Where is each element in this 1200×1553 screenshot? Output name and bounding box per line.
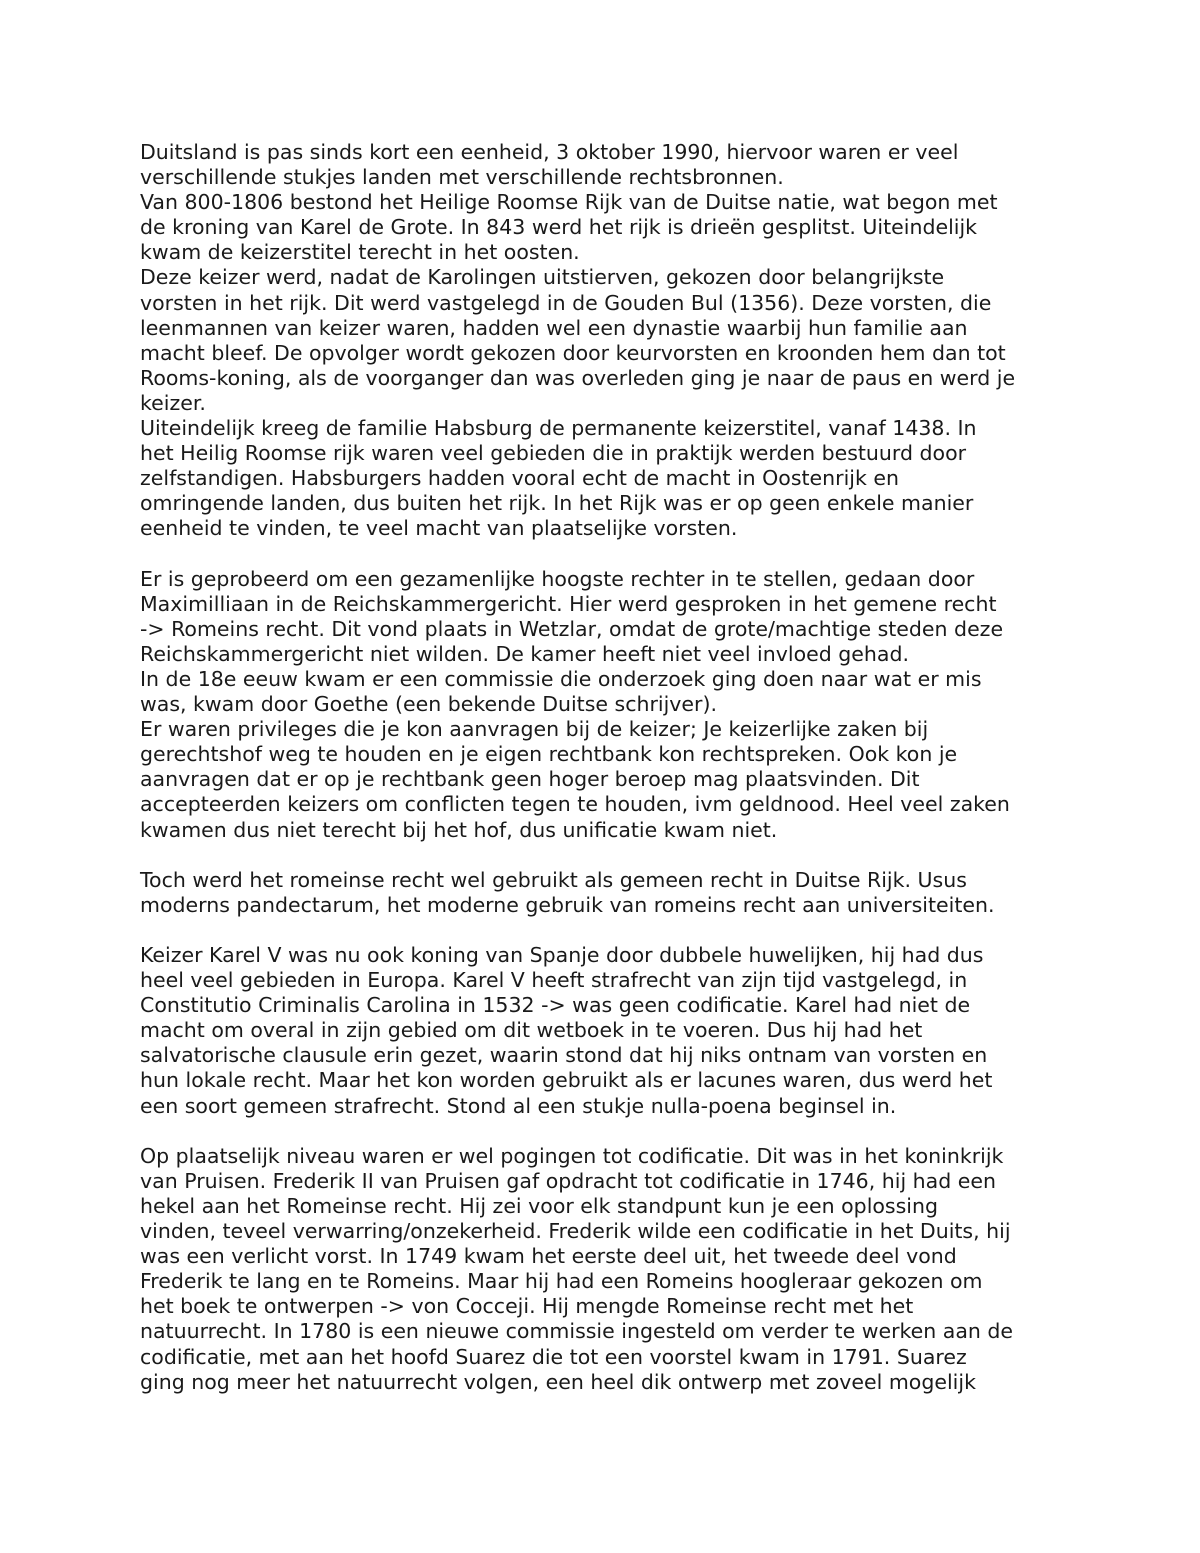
text-line: van Pruisen. Frederik II van Pruisen gaf opdracht tot codificatie in 1746, hij had een [140,1168,996,1193]
text-line: kwamen dus niet terecht bij het hof, dus unificatie kwam niet. [140,817,778,842]
text-line: Deze keizer werd, nadat de Karolingen uitstierven, gekozen door belangrijkste [140,265,945,290]
text-line: vorsten in het rijk. Dit werd vastgelegd in de Gouden Bul (1356). Deze vorsten, die [140,290,992,315]
text-line: In de 18e eeuw kwam er een commissie die onderzoek ging doen naar wat er mis [140,666,982,691]
blank-line [140,542,1070,567]
text-line: was een verlicht vorst. In 1749 kwam het eerste deel uit, het tweede deel vond [140,1244,957,1269]
text-line: Er is geprobeerd om een gezamenlijke hoogste rechter in te stellen, gedaan door [140,566,975,591]
text-line: het Heilig Roomse rijk waren veel gebieden die in praktijk werden bestuurd door [140,441,967,466]
text-line: salvatorische clausule erin gezet, waarin stond dat hij niks ontnam van vorsten en [140,1043,988,1068]
text-line: de kroning van Karel de Grote. In 843 werd het rijk is drieën gesplitst. Uiteindelijk [140,215,978,240]
text-line: Frederik te lang en te Romeins. Maar hij had een Romeins hoogleraar gekozen om [140,1269,983,1294]
text-line: keizer. [140,390,206,415]
blank-line [140,843,1070,868]
text-line: eenheid te vinden, te veel macht van plaatselijke vorsten. [140,516,738,541]
text-line: het boek te ontwerpen -> von Cocceji. Hij mengde Romeinse recht met het [140,1294,914,1319]
text-line: macht bleef. De opvolger wordt gekozen door keurvorsten en kroonden hem dan tot [140,340,1006,365]
text-line: Reichskammergericht niet wilden. De kamer heeft niet veel invloed gehad. [140,641,909,666]
text-line: Op plaatselijk niveau waren er wel pogingen tot codificatie. Dit was in het koninkrijk [140,1143,1004,1168]
text-line: gerechtshof weg te houden en je eigen rechtbank kon rechtspreken. Ook kon je [140,742,958,767]
text-line: Duitsland is pas sinds kort een eenheid, 3 oktober 1990, hiervoor waren er veel [140,140,959,164]
text-line: zelfstandigen. Habsburgers hadden vooral echt de macht in Oostenrijk en [140,466,899,491]
text-line: vinden, teveel verwarring/onzekerheid. Frederik wilde een codificatie in het Duits, hij [140,1219,1011,1244]
text-line: Constitutio Criminalis Carolina in 1532 -> was geen codificatie. Karel had niet de [140,993,971,1018]
text-line: Uiteindelijk kreeg de familie Habsburg de permanente keizerstitel, vanaf 1438. In [140,416,977,441]
text-line: aanvragen dat er op je rechtbank geen hoger beroep mag plaatsvinden. Dit [140,767,920,792]
text-line: codificatie, met aan het hoofd Suarez die tot een voorstel kwam in 1791. Suarez [140,1344,967,1369]
text-line: Keizer Karel V was nu ook koning van Spanje door dubbele huwelijken, hij had dus [140,943,984,967]
text-line: Er waren privileges die je kon aanvragen bij de keizer; Je keizerlijke zaken bij [140,717,929,742]
document-page [140,140,1070,1395]
text-line: macht om overal in zijn gebied om dit wetboek in te voeren. Dus hij had het [140,1018,923,1043]
text-line: accepteerden keizers om conflicten tegen te houden, ivm geldnood. Heel veel zaken [140,792,1010,817]
blank-line [140,1119,1070,1144]
text-line: Toch werd het romeinse recht wel gebruikt als gemeen recht in Duitse Rijk. Usus [140,867,967,892]
text-line: -> Romeins recht. Dit vond plaats in Wetzlar, omdat de grote/machtige steden deze [140,616,1004,641]
text-line: omringende landen, dus buiten het rijk. In het Rijk was er op geen enkele manier [140,491,974,516]
text-line: Rooms-koning, als de voorganger dan was overleden ging je naar de paus en werd je [140,365,1016,390]
text-line: natuurrecht. In 1780 is een nieuwe commissie ingesteld om verder te werken aan de [140,1319,1014,1344]
text-line: hekel aan het Romeinse recht. Hij zei voor elk standpunt kun je een oplossing [140,1193,938,1218]
text-line: hun lokale recht. Maar het kon worden gebruikt als er lacunes waren, dus werd het [140,1068,993,1093]
text-line: heel veel gebieden in Europa. Karel V heeft strafrecht van zijn tijd vastgelegd, in [140,968,968,993]
blank-line [140,918,1070,943]
text-line: moderns pandectarum, het moderne gebruik van romeins recht aan universiteiten. [140,892,995,917]
text-line: Maximilliaan in de Reichskammergericht. Hier werd gesproken in het gemene recht [140,591,997,616]
text-line: ging nog meer het natuurrecht volgen, een heel dik ontwerp met zoveel mogelijk [140,1369,976,1394]
text-line: Van 800-1806 bestond het Heilige Roomse Rijk van de Duitse natie, wat begon met [140,190,998,215]
text-line: verschillende stukjes landen met verschillende rechtsbronnen. [140,165,784,190]
text-line: kwam de keizerstitel terecht in het oosten. [140,240,580,265]
text-line: een soort gemeen strafrecht. Stond al een stukje nulla-poena beginsel in. [140,1093,897,1118]
text-line: was, kwam door Goethe (een bekende Duitse schrijver). [140,692,717,717]
text-line: leenmannen van keizer waren, hadden wel een dynastie waarbij hun familie aan [140,315,968,340]
